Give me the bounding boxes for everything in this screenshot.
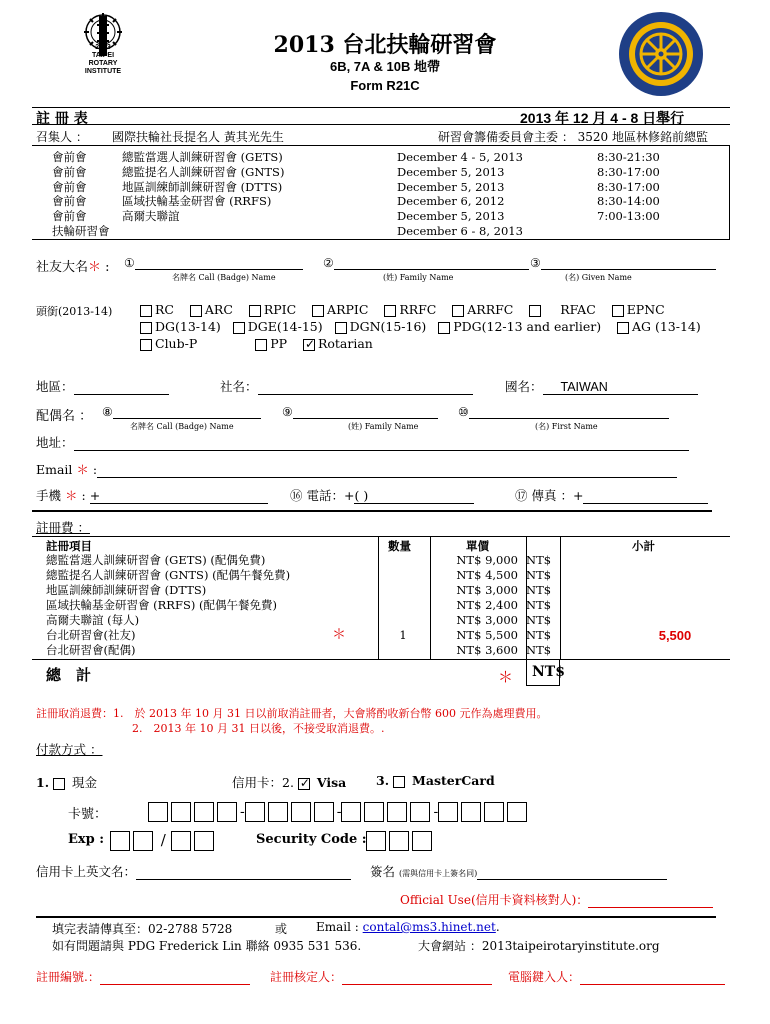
checkbox-pp[interactable]: PP xyxy=(255,336,287,351)
total-label: 總 計 xyxy=(46,666,92,684)
given-name-field[interactable]: ③ xyxy=(530,256,716,270)
total-nt: NT$ xyxy=(532,664,565,680)
total-cell-lines xyxy=(526,660,560,686)
fee-row: 總監提名人訓練研習會 (GNTS) (配偶午餐免費) NT$ 4,500 NT$ xyxy=(46,568,552,582)
form-code: Form R21C xyxy=(350,78,420,93)
page-title: 2013 台北扶輪研習會 xyxy=(273,32,497,58)
mobile-field[interactable]: 手機 ＊ : + xyxy=(36,486,268,504)
contact-info: 如有問題請與 PDG Frederick Lin 聯絡 0935 531 536. xyxy=(52,939,362,953)
fax-instruction: 填完表請傳真至：02-2788 5728 xyxy=(52,922,233,936)
checkbox-dge[interactable]: DGE(14-15) xyxy=(233,319,323,334)
spouse-label: 配偶名 ： xyxy=(36,409,93,424)
club-field[interactable]: 社名： xyxy=(220,377,473,395)
visa-option[interactable]: 信用卡：2. ✓ Visa xyxy=(232,773,346,791)
email-field[interactable]: Email ＊ : xyxy=(36,460,677,478)
checkbox-rpic[interactable]: RPIC xyxy=(249,302,296,317)
approver-field: 註冊核定人： xyxy=(270,968,492,985)
footer-email: Email : contal@ms3.hinet.net. xyxy=(316,920,500,934)
signature-field[interactable]: 簽名 (需與信用卡上簽名同) xyxy=(370,862,667,880)
expiry-label: Exp : xyxy=(68,832,105,847)
keyin-field: 電腦鍵入人： xyxy=(508,968,725,985)
title-row-3 xyxy=(140,336,373,351)
security-code-label: Security Code : xyxy=(256,832,367,847)
card-number-field[interactable]: - - - xyxy=(148,802,530,822)
email-link[interactable]: contal@ms3.hinet.net xyxy=(362,920,496,934)
country-field[interactable]: 國名： TAIWAN xyxy=(505,377,698,395)
checkbox-club-p[interactable]: Club-P xyxy=(140,336,197,351)
given-name-caption: (名) Given Name xyxy=(565,273,632,282)
schedule-row: 會前會 總監提名人訓練研習會 (GNTS) December 5, 2013 8:30-17:00 xyxy=(52,164,660,179)
family-name-field[interactable]: ② xyxy=(323,256,529,270)
fees-rows xyxy=(46,553,730,658)
convener-name: 國際扶輪社長提名人 黃其光先生 xyxy=(112,130,284,144)
checkbox-arrfc[interactable]: ARRFC xyxy=(452,302,513,317)
checkbox-arc[interactable]: ARC xyxy=(190,302,233,317)
fees-header-item: 註冊項目 xyxy=(46,539,92,553)
checkbox-rfac[interactable]: RFAC xyxy=(529,302,596,317)
payment-label: 付款方式 ： xyxy=(36,742,103,757)
checkbox-arpic[interactable]: ARPIC xyxy=(312,302,368,317)
title-label: 頭銜(2013-14) xyxy=(36,305,113,318)
member-name-label: 社友大名＊ : xyxy=(36,260,110,275)
cancel-policy-2: 2. 2013 年 10 月 31 日以後，不接受取消退費。. xyxy=(132,722,385,735)
spouse-first-caption: (名) First Name xyxy=(535,422,598,431)
fee-row: 總監當選人訓練研習會 (GETS) (配偶免費) NT$ 9,000 NT$ xyxy=(46,553,552,567)
section-divider xyxy=(32,510,712,512)
title-row-2 xyxy=(140,319,701,334)
checkbox-dg[interactable]: DG(13-14) xyxy=(140,319,221,334)
checkbox-rrfc[interactable]: RRFC xyxy=(384,302,436,317)
spouse-family-caption: (姓) Family Name xyxy=(348,422,419,431)
cash-option[interactable]: 1. 現金 xyxy=(36,775,98,790)
official-use-field: Official Use(信用卡資料核對人)： xyxy=(400,891,713,908)
checkbox-ag[interactable]: AG (13-14) xyxy=(617,319,701,334)
family-name-caption: (姓) Family Name xyxy=(383,273,454,282)
cardholder-name-field[interactable]: 信用卡上英文名： xyxy=(36,862,351,880)
reg-number-field: 註冊編號.： xyxy=(36,968,250,985)
total-asterisk: ＊ xyxy=(498,668,514,686)
fees-header-subtotal: 小計 xyxy=(632,539,655,553)
spouse-badge-caption: 名牌名 Call (Badge) Name xyxy=(130,422,234,431)
fee-row: 台北研習會(配偶) NT$ 3,600 NT$ xyxy=(46,643,552,657)
district-field[interactable]: 地區： xyxy=(36,377,169,395)
checkbox-epnc[interactable]: EPNC xyxy=(612,302,665,317)
convener-label: 召集人 ： xyxy=(36,130,88,144)
checkbox-rc[interactable]: RC xyxy=(140,302,174,317)
schedule-row: 會前會 區域扶輪基金研習會 (RRFS) December 6, 2012 8:30-14:00 xyxy=(52,194,660,209)
fee-row: 台北研習會(社友) ＊ 1 NT$ 5,500 NT$ 5,500 xyxy=(46,627,692,643)
tel-field[interactable]: ⑯ 電話：+( ) xyxy=(290,486,474,504)
committee-chair: 研習會籌備委員會主委 ： 3520 地區林修銘前總監 xyxy=(438,130,708,144)
checkbox-pdg[interactable]: PDG(12-13 and earlier) xyxy=(438,319,601,334)
website-info: 大會網站 ：2013taipeirotaryinstitute.org xyxy=(418,939,660,953)
logo-text: 2013 TAIPEI ROTARY INSTITUTE xyxy=(84,44,122,75)
districts-subtitle: 6B, 7A & 10B 地帶 xyxy=(329,59,441,74)
title-row-1 xyxy=(140,302,665,317)
schedule-row: 會前會 高爾夫聯誼 December 5, 2013 7:00-13:00 xyxy=(52,209,660,224)
reg-date: 2013 年 12 月 4 - 8 日舉行 xyxy=(520,110,685,126)
mastercard-option[interactable]: 3. MasterCard xyxy=(376,773,495,788)
fees-header-qty: 數量 xyxy=(388,539,411,553)
footer-divider xyxy=(36,916,716,918)
fee-row: 高爾夫聯誼 (每人) NT$ 3,000 NT$ xyxy=(46,613,552,627)
address-field[interactable]: 地址： xyxy=(36,433,689,451)
badge-name-field[interactable]: ① xyxy=(124,256,303,270)
schedule-row: 扶輪研習會 December 6 - 8, 2013 xyxy=(52,223,523,238)
cancel-policy-1: 註冊取消退費：1. 於 2013 年 10 月 31 日以前取消註冊者，大會將酌收新台幣 600 元作為處理費用。 xyxy=(36,707,548,720)
spouse-first-field[interactable]: ⑩ xyxy=(458,405,669,419)
checkbox-rotarian[interactable]: ✓ Rotarian xyxy=(303,336,373,351)
fee-row: 地區訓練師訓練研習會 (DTTS) NT$ 3,000 NT$ xyxy=(46,583,552,597)
spouse-badge-field[interactable]: ⑧ xyxy=(102,405,261,419)
badge-name-caption: 名牌名 Call (Badge) Name xyxy=(172,273,276,282)
schedule-row: 會前會 地區訓練師訓練研習會 (DTTS) December 5, 2013 8:30-17:00 xyxy=(52,179,660,194)
spouse-family-field[interactable]: ⑨ xyxy=(282,405,438,419)
card-number-label: 卡號： xyxy=(68,807,108,822)
fax-field[interactable]: ⑰ 傳真 ：+ xyxy=(515,486,708,504)
fees-header-price: 單價 xyxy=(466,539,489,553)
security-code-field[interactable] xyxy=(366,831,435,851)
reg-title: 註 冊 表 xyxy=(36,111,88,127)
expiry-field[interactable]: / xyxy=(110,831,217,851)
schedule-list xyxy=(52,150,660,239)
fee-row: 區域扶輪基金研習會 (RRFS) (配偶午餐免費) NT$ 2,400 NT$ xyxy=(46,598,552,612)
schedule-row: 會前會 總監當選人訓練研習會 (GETS) December 4 - 5, 2013 8:30-21:30 xyxy=(52,150,660,164)
checkbox-dgn[interactable]: DGN(15-16) xyxy=(335,319,427,334)
fees-label: 註冊費 ： xyxy=(36,520,90,535)
footer-or: 或 xyxy=(275,922,288,936)
